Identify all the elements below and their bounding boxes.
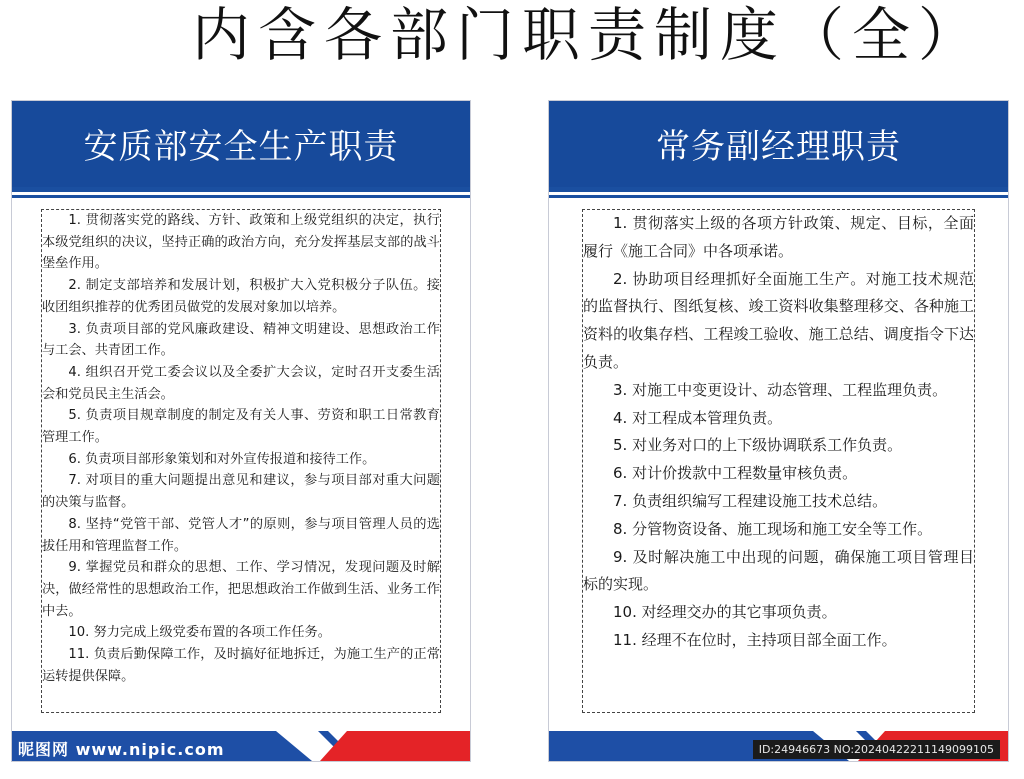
duty-item: 10. 对经理交办的其它事项负责。 [613,603,837,622]
duty-board-deputy-manager [548,100,1009,762]
duty-item: 2. 协助项目经理抓好全面施工生产。对施工技术规范的监督执行、图纸复核、竣工资料收集整理移交、各种施工资料的收集存档、工程竣工验收、施工总结、调度指令下达负责。 [583,269,974,371]
board-header [549,101,1008,187]
header-stripe-thin [549,195,1008,198]
duty-item: 8. 坚持“党管干部、党管人才”的原则，参与项目管理人员的选拔任用和管理监督工作。 [42,516,440,554]
duty-item: 4. 对工程成本管理负责。 [613,408,783,427]
duty-item: 4. 组织召开党工委会议以及全委扩大会议，定时召开支委生活会和党员民主生活会。 [42,364,440,402]
duty-item: 3. 负责项目部的党风廉政建设、精神文明建设、思想政治工作与工会、共青团工作。 [42,321,440,359]
duty-item: 7. 负责组织编写工程建设施工技术总结。 [613,491,888,510]
duty-item: 8. 分管物资设备、施工现场和施工安全等工作。 [613,519,933,538]
board-title: 常务副经理职责 [656,127,901,167]
board-header [12,101,470,187]
duty-item: 10. 努力完成上级党委布置的各项工作任务。 [68,625,331,641]
duty-board-safety-quality [11,100,471,762]
image-id-watermark: ID:24946673 NO:20240422211149099105 [753,740,1000,759]
duty-item: 9. 及时解决施工中出现的问题，确保施工项目管理目标的实现。 [583,547,974,594]
duty-item: 1. 贯彻落实上级的各项方针政策、规定、目标，全面履行《施工合同》中各项承诺。 [583,214,974,260]
header-stripe-thin [12,195,470,198]
board-title: 安质部安全生产职责 [83,127,399,167]
duty-item: 3. 对施工中变更设计、动态管理、工程监理负责。 [613,380,948,399]
duty-item: 1. 贯彻落实党的路线、方针、政策和上级党组织的决定，执行本级党组织的决议，坚持正确的政治方向，充分发挥基层支部的战斗堡垒作用。 [42,213,440,272]
duty-item: 6. 对计价拨款中工程数量审核负责。 [613,464,858,483]
footer-red-band [320,731,470,761]
duty-item: 9. 掌握党员和群众的思想、工作、学习情况，发现问题及时解决，做经常性的思想政治工作，把思想政治工作做到生活、业务工作中去。 [42,560,440,619]
duty-item: 5. 负责项目规章制度的制定及有关人事、劳资和职工日常教育管理工作。 [42,408,440,446]
page-title: 内含各部门职责制度（全） [191,1,984,69]
duty-item: 11. 经理不在位时，主持项目部全面工作。 [613,630,897,649]
site-watermark: 昵图网 www.nipic.com [18,740,225,759]
duty-item: 5. 对业务对口的上下级协调联系工作负责。 [613,436,903,455]
duty-item: 7. 对项目的重大问题提出意见和建议，参与项目部对重大问题的决策与监督。 [42,473,440,511]
duty-item: 6. 负责项目部形象策划和对外宣传报道和接待工作。 [68,451,376,467]
duty-text-frame [41,209,441,713]
duty-item: 11. 负责后勤保障工作，及时搞好征地拆迁，为施工生产的正常运转提供保障。 [42,647,440,684]
duty-item: 2. 制定支部培养和发展计划，积极扩大入党积极分子队伍。接收团组织推荐的优秀团员做党的发展对象加以培养。 [42,278,440,315]
duty-text-frame [582,209,975,713]
